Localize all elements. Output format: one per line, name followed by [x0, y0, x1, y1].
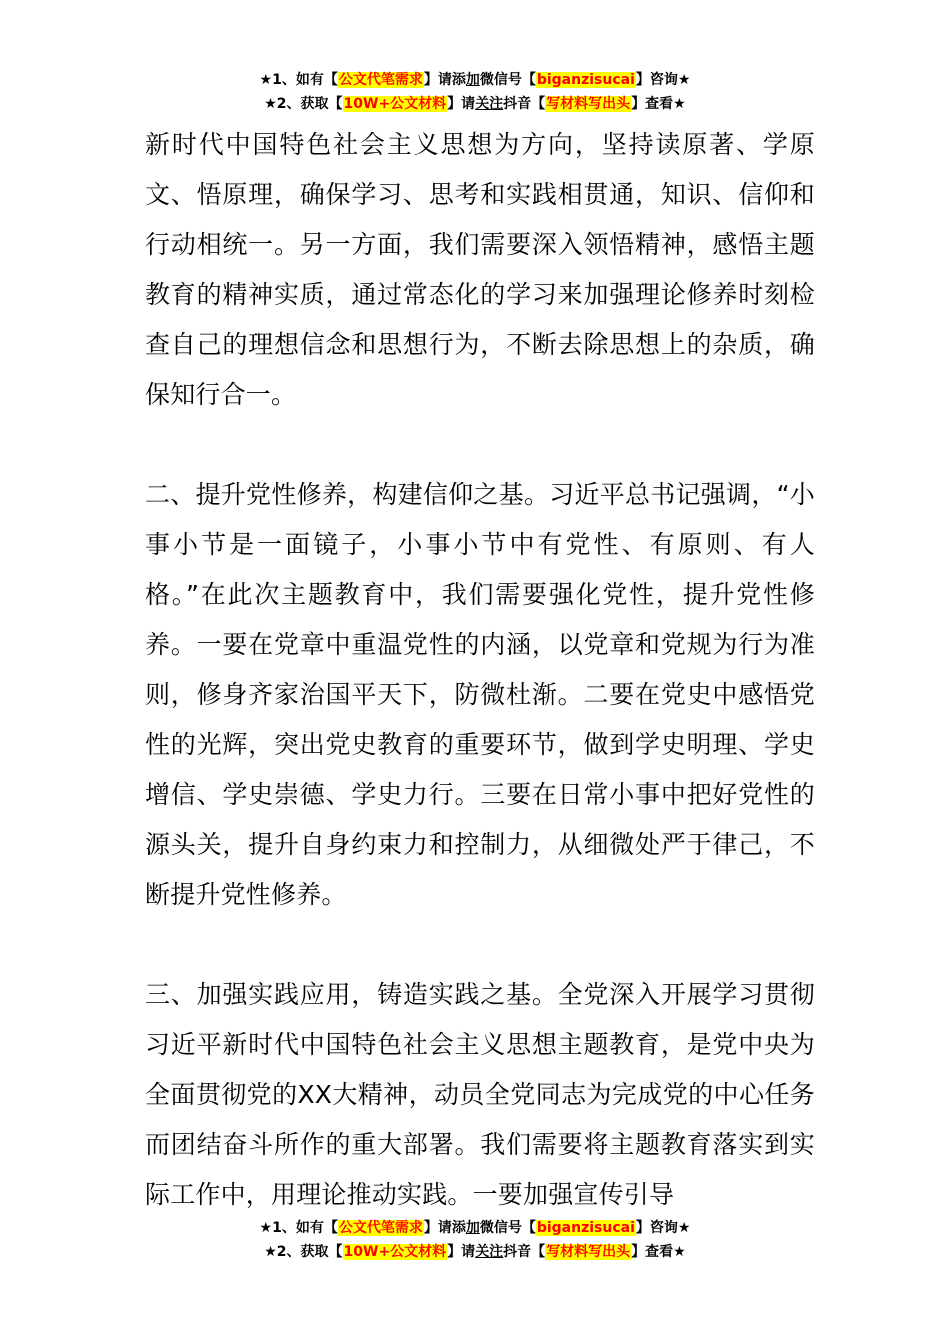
- footer-banner: [0, 1216, 950, 1264]
- banner-text: 】查看★: [631, 1244, 686, 1260]
- banner-text: 】咨询★: [635, 1220, 691, 1236]
- document-body: [145, 120, 815, 1220]
- banner-underlined-text: 关注: [475, 96, 504, 112]
- banner-text: 】请: [447, 1244, 476, 1260]
- banner-highlight: 10W+公文材料: [343, 1244, 447, 1260]
- banner-text: ★1、如有【: [259, 1220, 338, 1236]
- header-banner: [0, 68, 950, 116]
- banner-highlight: 10W+公文材料: [343, 96, 447, 112]
- banner-highlight: 公文代笔需求: [338, 72, 423, 88]
- banner-wechat-id: biganzisucai: [536, 72, 635, 88]
- paragraph-spacer: [145, 420, 815, 470]
- banner-underlined-text: 加: [465, 72, 480, 88]
- banner-underlined-text: 加: [465, 1220, 480, 1236]
- banner-douyin-id: 写材料写出头: [546, 1244, 631, 1260]
- paragraph-practice: 三、加强实践应用，铸造实践之基。全党深入开展学习贯彻习近平新时代中国特色社会主义思想主题教育，是党中央为全面贯彻党的XX大精神，动员全党同志为完成党的中心任务而团结奋斗所作的重大部署。我们需要将主题教育落实到实际工作中，用理论推动实践。一要加强宣传引导: [145, 980, 815, 1209]
- banner-text: 】请添: [423, 1220, 466, 1236]
- paragraph-continuation: 新时代中国特色社会主义思想为方向，坚持读原著、学原文、悟原理，确保学习、思考和实践相贯通，知识、信仰和行动相统一。另一方面，我们需要深入领悟精神，感悟主题教育的精神实质，通过常态化的学习来加强理论修养时刻检查自己的理想信念和思想行为，不断去除思想上的杂质，确保知行合一。: [145, 130, 815, 409]
- banner-douyin-id: 写材料写出头: [546, 96, 631, 112]
- banner-text: 】查看★: [631, 96, 686, 112]
- banner-text: 】请: [447, 96, 476, 112]
- banner-line-1: [0, 68, 950, 92]
- banner-text: ★2、获取【: [264, 96, 343, 112]
- banner-text: 】咨询★: [635, 72, 691, 88]
- banner-highlight: 公文代笔需求: [338, 1220, 423, 1236]
- banner-text: ★1、如有【: [259, 72, 338, 88]
- banner-line-2: [0, 92, 950, 116]
- paragraph-party-spirit: 二、提升党性修养，构建信仰之基。习近平总书记强调，“小事小节是一面镜子，小事小节中有党性、有原则、有人格。”在此次主题教育中，我们需要强化党性，提升党性修养。一要在党章中重温党性的内涵，以党章和党规为行为准则，修身齐家治国平天下，防微杜渐。二要在党史中感悟党性的光辉，突出党史教育的重要环节，做到学史明理、学史增信、学史崇德、学史力行。三要在日常小事中把好党性的源头关，提升自身约束力和控制力，从细微处严于律己，不断提升党性修养。: [145, 480, 815, 909]
- banner-wechat-id: biganzisucai: [536, 1220, 635, 1236]
- banner-text: 微信号【: [479, 72, 536, 88]
- paragraph-spacer: [145, 920, 815, 970]
- banner-underlined-text: 关注: [475, 1244, 504, 1260]
- banner-line-1: [0, 1216, 950, 1240]
- banner-text: 抖音【: [503, 96, 546, 112]
- banner-text: 抖音【: [503, 1244, 546, 1260]
- banner-text: 】请添: [423, 72, 466, 88]
- banner-line-2: [0, 1240, 950, 1264]
- banner-text: ★2、获取【: [264, 1244, 343, 1260]
- banner-text: 微信号【: [479, 1220, 536, 1236]
